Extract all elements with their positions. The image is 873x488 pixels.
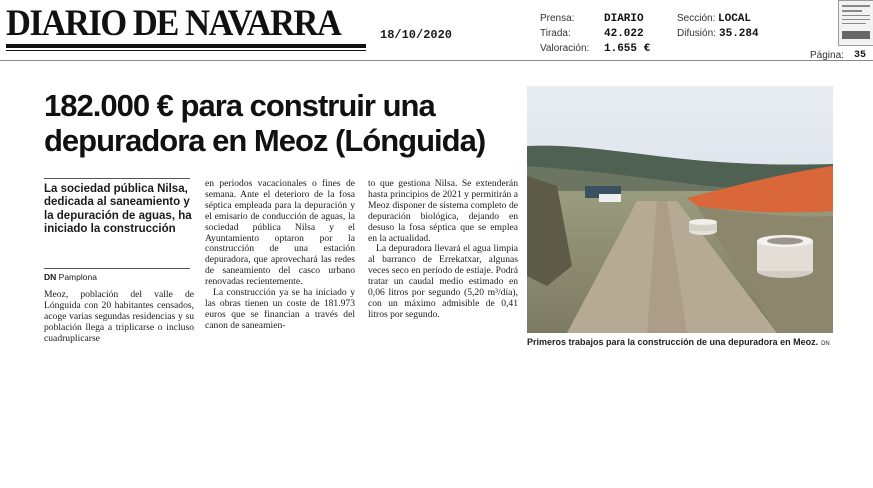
valoracion-value: 1.655 € xyxy=(604,43,651,55)
seccion-label: Sección: xyxy=(677,13,716,24)
masthead: DIARIO DE NAVARRA xyxy=(6,3,341,44)
article-subhead: La sociedad pública Nilsa, dedicada al saneamiento y la depuración de aguas, ha iniciado la construcción xyxy=(44,183,192,235)
paragraph: La construcción ya se ha iniciado y las obras tienen un coste de 181.973 euros que se financian a través del canon de saneamien- xyxy=(205,287,355,331)
byline-agency: DN xyxy=(44,272,57,282)
photo-credit: DN xyxy=(821,341,830,347)
masthead-thin-rule xyxy=(6,50,366,51)
page-number: 35 xyxy=(854,50,867,61)
paragraph: en periodos vacacionales o fines de semana. Ante el deterioro de la fosa séptica empleada para la depuración y el emisario de conducción de aguas, la sociedad pública Nilsa y el Ayuntamiento optaron por la construcción de una estación depuradora, que aprovechará las redes de saneamiento del casco urbano renovadas recientemente. xyxy=(205,178,355,288)
difusion-label: Difusión: xyxy=(677,28,716,39)
page-thumbnail[interactable] xyxy=(838,0,873,46)
construction-site-image xyxy=(527,86,833,333)
byline-rule xyxy=(44,268,190,269)
tirada-label: Tirada: xyxy=(540,28,571,39)
article-column-3 xyxy=(368,179,518,321)
article-column-1 xyxy=(44,290,194,345)
paragraph: La depuradora llevará el agua limpia al barranco de Errekatxar, algunas veces seco en período de estiaje. Podrá tratar un caudal medio estimado en 0,06 litros por segundo (5,20 m³/día), con un máximo admisible de 0,41 litros por segundo. xyxy=(368,243,518,320)
article-column-2 xyxy=(205,179,355,332)
article-headline: 182.000 € para construir una depuradora en Meoz (Lónguida) xyxy=(44,88,486,158)
publication-date: 18/10/2020 xyxy=(380,28,453,42)
seccion-value: LOCAL xyxy=(718,13,752,25)
caption-text: Primeros trabajos para la construcción de una depuradora en Meoz. xyxy=(527,337,819,347)
header-divider xyxy=(0,60,873,61)
subhead-rule xyxy=(44,178,190,179)
prensa-value: DIARIO xyxy=(604,13,644,25)
tirada-value: 42.022 xyxy=(604,28,644,40)
article-photo xyxy=(527,86,833,333)
valoracion-label: Valoración: xyxy=(540,43,590,54)
paragraph: Meoz, población del valle de Lónguida con 20 habitantes censados, acoge varias segundas residencias y su población llega a triplicarse o incluso cuadruplicarse xyxy=(44,289,194,344)
photo-caption xyxy=(527,337,830,347)
difusion-value: 35.284 xyxy=(719,28,759,40)
byline xyxy=(44,272,97,282)
paragraph: to que gestiona Nilsa. Se extenderán hasta principios de 2021 y permitirán a Meoz disponer de sistema completo de depuración biológica, dejando en desuso la fosa séptica que se emplea en la actualidad. xyxy=(368,178,518,244)
prensa-label: Prensa: xyxy=(540,13,575,24)
byline-place: Pamplona xyxy=(58,272,97,282)
masthead-rule xyxy=(6,44,366,48)
page-label: Página: xyxy=(810,50,844,61)
